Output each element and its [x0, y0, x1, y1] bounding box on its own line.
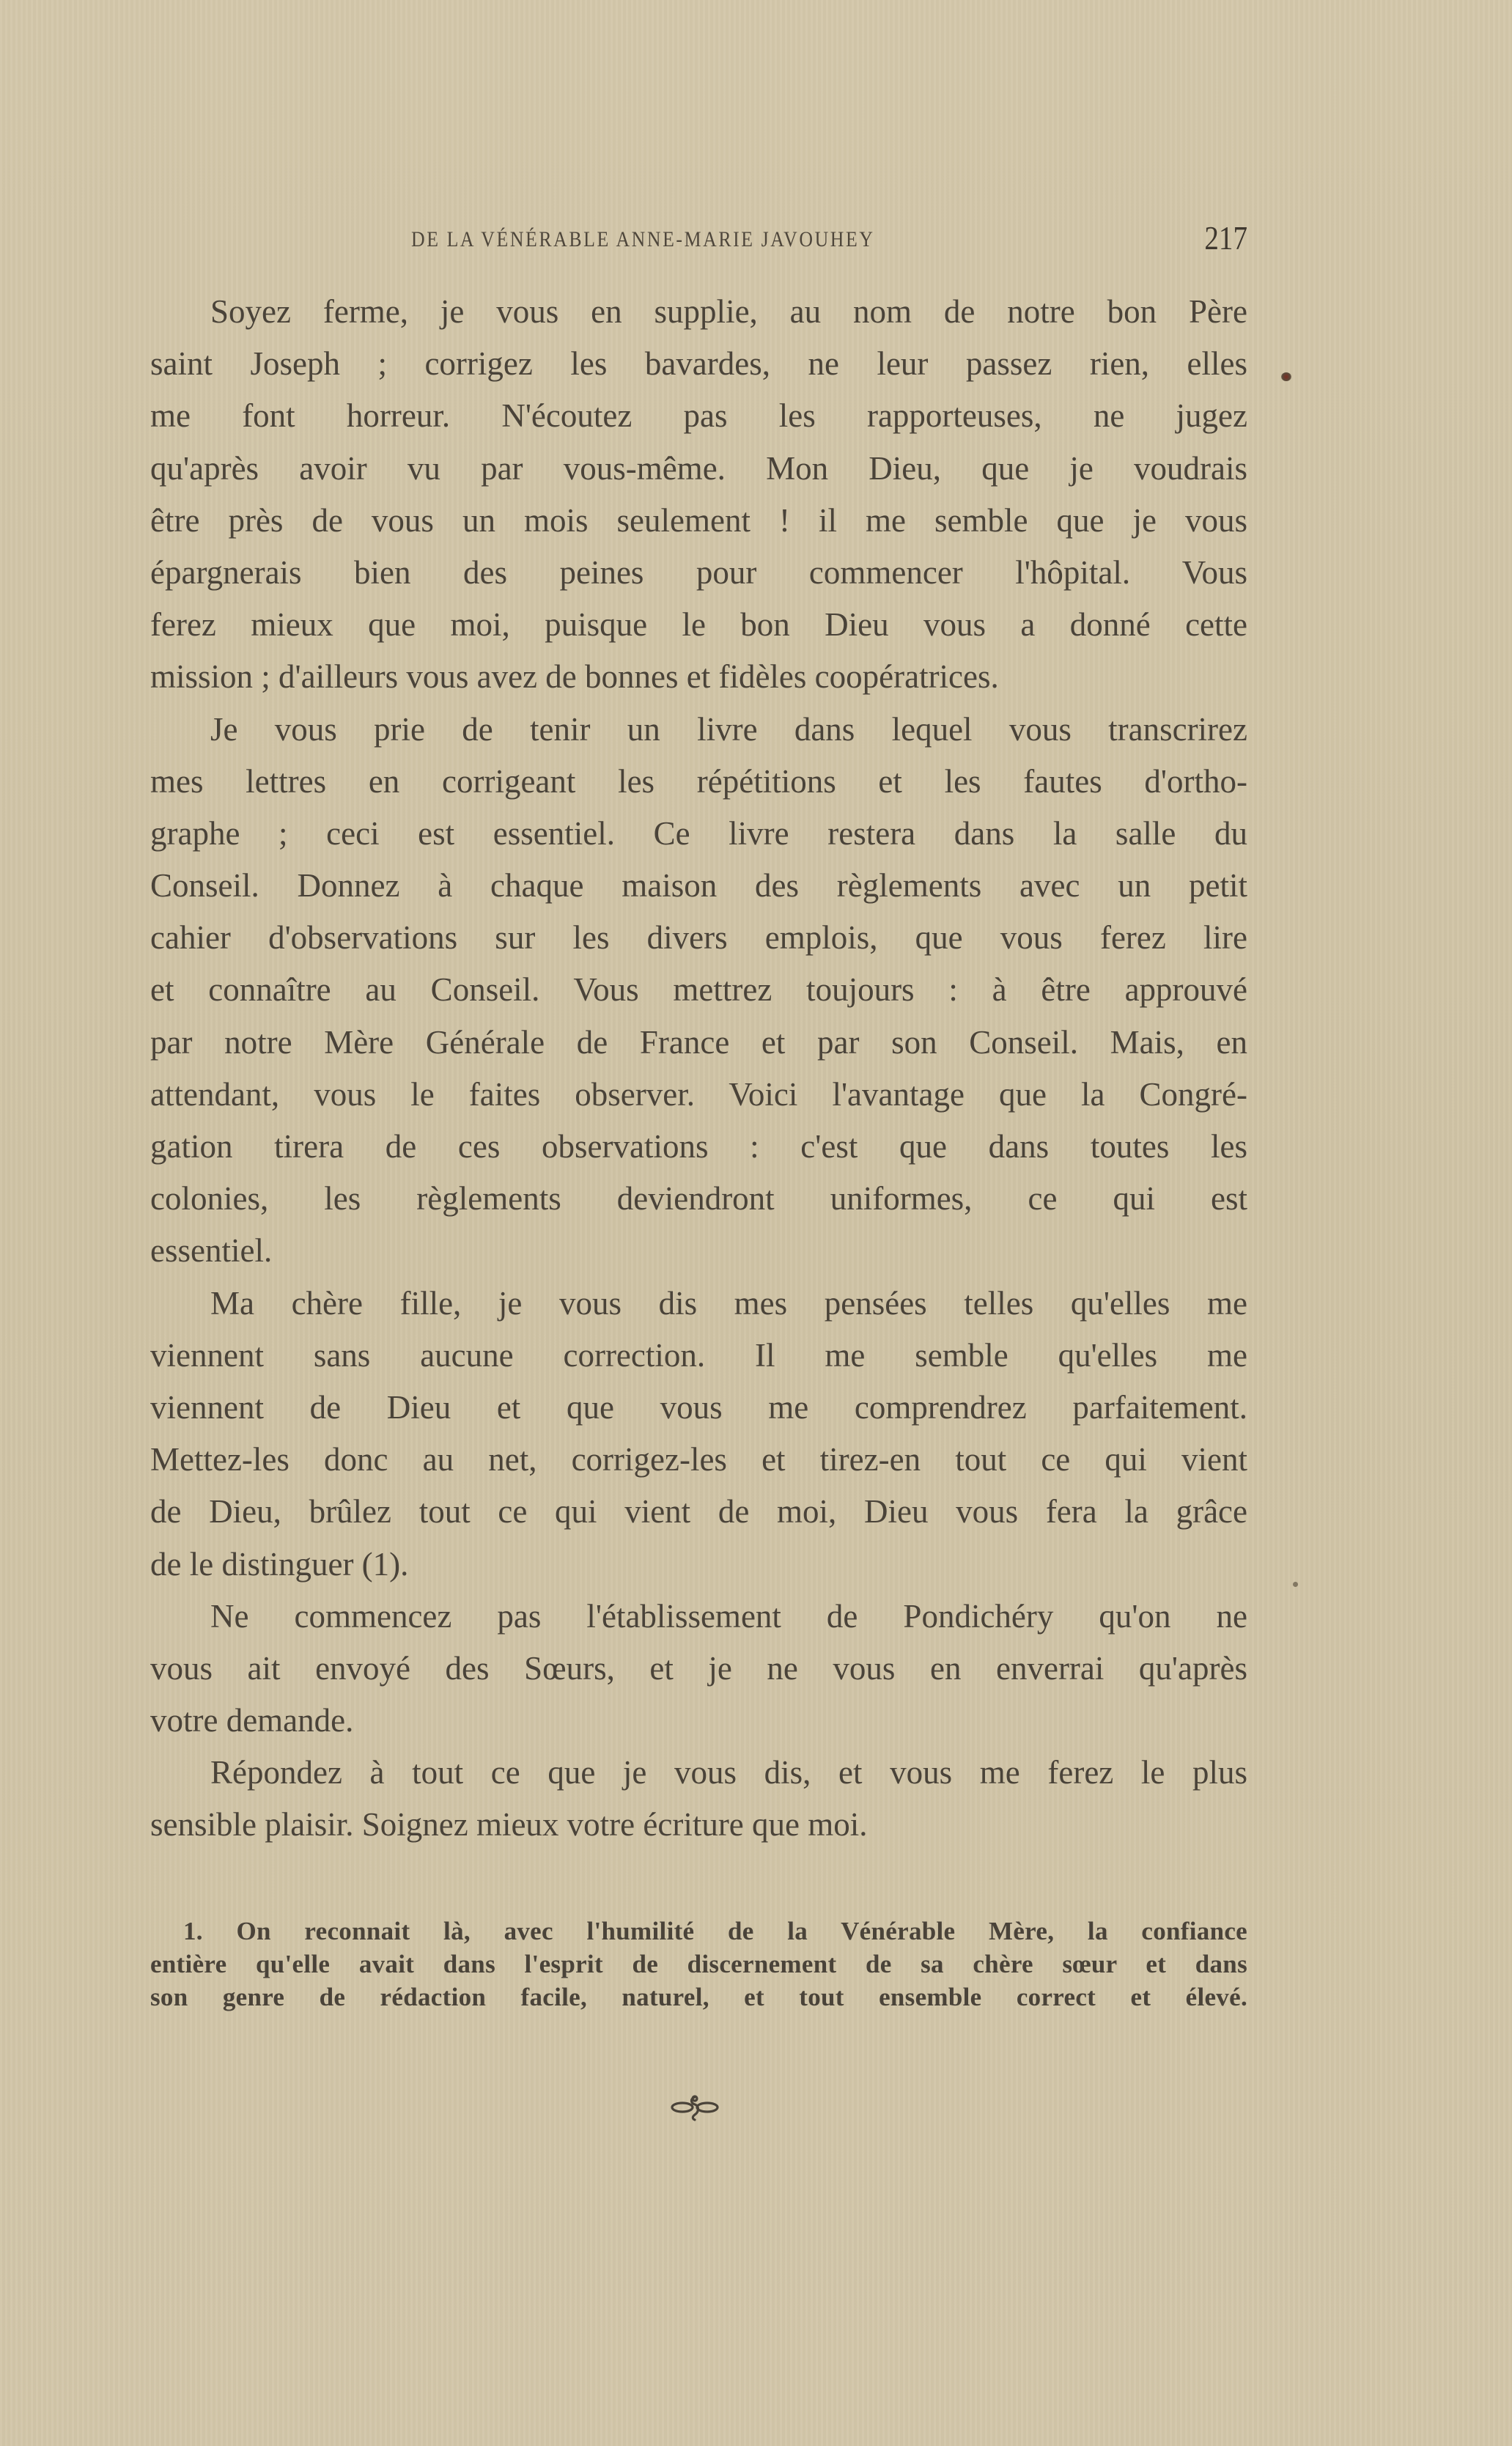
- text-line: épargnerais bien des peines pour commencer l'hôpital. Vous: [150, 553, 1247, 591]
- text-line: vous ait envoyé des Sœurs, et je ne vous en enverrai qu'après: [150, 1649, 1247, 1687]
- text-line: Soyez ferme, je vous en supplie, au nom de notre bon Père: [210, 293, 1247, 330]
- text-line: attendant, vous le faites observer. Voici l'avantage que la Congré-: [150, 1075, 1247, 1113]
- text-line: viennent de Dieu et que vous me comprendrez parfaitement.: [150, 1388, 1247, 1426]
- text-line: mes lettres en corrigeant les répétitions et les fautes d'ortho-: [150, 762, 1247, 800]
- text-line: graphe ; ceci est essentiel. Ce livre restera dans la salle du: [150, 814, 1247, 852]
- footnote-line: son genre de rédaction facile, naturel, et tout ensemble correct et élevé.: [150, 1983, 1247, 2011]
- text-line: essentiel.: [150, 1232, 273, 1270]
- text-line: Répondez à tout ce que je vous dis, et vous me ferez le plus: [210, 1754, 1247, 1791]
- text-line: Ma chère fille, je vous dis mes pensées telles qu'elles me: [210, 1284, 1247, 1322]
- text-line: de Dieu, brûlez tout ce qui vient de moi, Dieu vous fera la grâce: [150, 1493, 1247, 1530]
- text-line: Ne commencez pas l'établissement de Pondichéry qu'on ne: [210, 1597, 1247, 1635]
- text-line: par notre Mère Générale de France et par son Conseil. Mais, en: [150, 1023, 1247, 1061]
- text-line: saint Joseph ; corrigez les bavardes, ne leur passez rien, elles: [150, 345, 1247, 383]
- text-line: qu'après avoir vu par vous-même. Mon Dieu, que je voudrais: [150, 449, 1247, 487]
- text-line: et connaître au Conseil. Vous mettrez toujours : à être approuvé: [150, 971, 1247, 1009]
- text-line: sensible plaisir. Soignez mieux votre écriture que moi.: [150, 1806, 868, 1843]
- ink-speck: [1281, 372, 1291, 381]
- text-line: être près de vous un mois seulement ! il me semble que je vous: [150, 501, 1247, 539]
- text-line: colonies, les règlements deviendront uniformes, ce qui est: [150, 1180, 1247, 1218]
- text-line: cahier d'observations sur les divers emplois, que vous ferez lire: [150, 919, 1247, 957]
- text-line: votre demande.: [150, 1702, 354, 1739]
- page-number: 217: [1204, 219, 1247, 257]
- text-line: Conseil. Donnez à chaque maison des règlements avec un petit: [150, 867, 1247, 905]
- text-line: gation tirera de ces observations : c'est que dans toutes les: [150, 1128, 1247, 1165]
- footnote: [150, 1915, 1247, 2014]
- text-line: de le distinguer (1).: [150, 1545, 409, 1583]
- text-line: Je vous prie de tenir un livre dans lequel vous transcrirez: [210, 710, 1247, 748]
- text-line: me font horreur. N'écoutez pas les rapporteuses, ne jugez: [150, 397, 1247, 435]
- fleuron-ornament-icon: [669, 2093, 720, 2122]
- footnote-line: entière qu'elle avait dans l'esprit de discernement de sa chère sœur et dans: [150, 1950, 1247, 1978]
- footnote-line: 1. On reconnait là, avec l'humilité de la Vénérable Mère, la confiance: [183, 1917, 1247, 1945]
- running-head: [150, 220, 1247, 264]
- ink-speck: [1293, 1582, 1298, 1587]
- text-line: mission ; d'ailleurs vous avez de bonnes et fidèles coopératrices.: [150, 658, 999, 696]
- text-line: Mettez-les donc au net, corrigez-les et tirez-en tout ce qui vient: [150, 1441, 1247, 1478]
- text-line: ferez mieux que moi, puisque le bon Dieu vous a donné cette: [150, 606, 1247, 644]
- text-line: viennent sans aucune correction. Il me semble qu'elles me: [150, 1336, 1247, 1374]
- body-text: [150, 286, 1247, 1852]
- running-title: DE LA VÉNÉRABLE ANNE-MARIE JAVOUHEY: [411, 227, 875, 251]
